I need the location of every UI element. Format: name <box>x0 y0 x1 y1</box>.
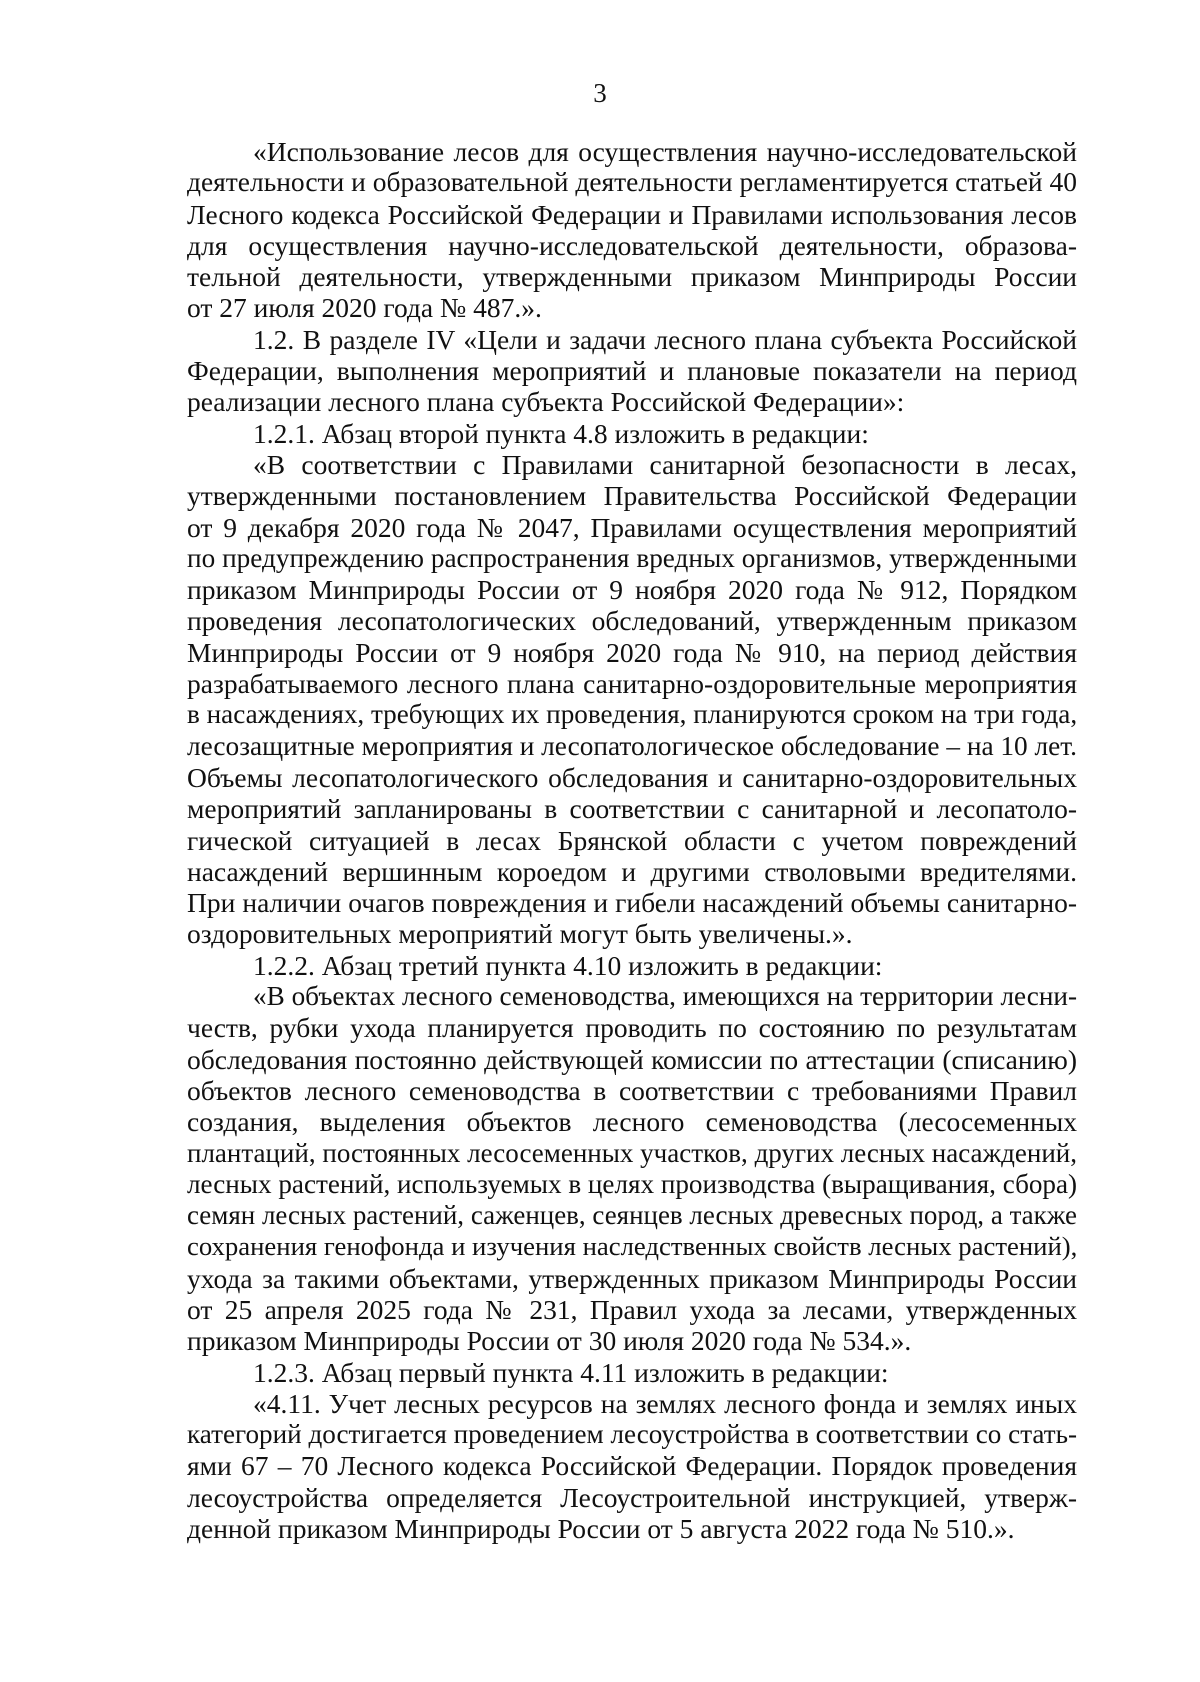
page-number: 3 <box>593 78 607 108</box>
text-line: 1.2.3. Абзац первый пункта 4.11 изложить в редакции: <box>253 1356 889 1388</box>
document-body <box>187 136 1077 1544</box>
text-line: для осуществления научно-исследовательской деятельности, образова- <box>187 229 1077 261</box>
text-line: разрабатываемого лесного плана санитарно-оздоровительные мероприятия <box>187 668 1077 700</box>
text-line: «4.11. Учет лесных ресурсов на землях лесного фонда и землях иных <box>253 1387 1077 1419</box>
text-line: насаждений вершинным короедом и другими стволовыми вредителями. <box>187 855 1077 887</box>
text-line: ухода за такими объектами, утвержденных приказом Минприроды России <box>187 1262 1077 1294</box>
text-line: проведения лесопатологических обследований, утвержденным приказом <box>187 605 1077 637</box>
text-line: 1.2. В разделе IV «Цели и задачи лесного плана субъекта Российской <box>253 323 1077 355</box>
text-line: «В соответствии с Правилами санитарной безопасности в лесах, <box>253 448 1077 480</box>
text-line: в насаждениях, требующих их проведения, планируются сроком на три года, <box>187 699 1078 730</box>
text-line: ями 67 – 70 Лесного кодекса Российской Федерации. Порядок проведения <box>187 1450 1077 1482</box>
text-line: обследования постоянно действующей комиссии по аттестации (списанию) <box>187 1043 1077 1075</box>
text-line: создания, выделения объектов лесного семеноводства (лесосеменных <box>187 1106 1077 1138</box>
text-line: лесоустройства определяется Лесоустроительной инструкцией, утверж- <box>187 1481 1077 1513</box>
text-line: честв, рубки ухода планируется проводить по состоянию по результатам <box>187 1012 1077 1044</box>
text-line: Объемы лесопатологического обследования и санитарно-оздоровительных <box>187 761 1077 793</box>
text-line: приказом Минприроды России от 30 июля 2020 года № 534.». <box>187 1325 912 1357</box>
text-line: приказом Минприроды России от 9 ноября 2020 года № 912, Порядком <box>187 574 1077 606</box>
text-line: «Использование лесов для осуществления научно-исследовательской <box>253 136 1077 167</box>
text-line: семян лесных растений, саженцев, сеянцев лесных древесных пород, а также <box>187 1200 1077 1231</box>
text-line: Лесного кодекса Российской Федерации и Правилами использования лесов <box>187 198 1077 230</box>
text-line: категорий достигается проведением лесоустройства в соответствии со стать- <box>187 1419 1077 1450</box>
text-line: Федерации, выполнения мероприятий и плановые показатели на период <box>187 355 1077 387</box>
text-line: Минприроды России от 9 ноября 2020 года № 910, на период действия <box>187 636 1077 668</box>
text-line: реализации лесного плана субъекта Российской Федерации»: <box>187 386 905 418</box>
text-line: лесозащитные мероприятия и лесопатологическое обследование – на 10 лет. <box>187 730 1078 761</box>
text-line: от 27 июля 2020 года № 487.». <box>187 292 542 324</box>
text-line: тельной деятельности, утвержденными приказом Минприроды России <box>187 261 1077 293</box>
text-line: утвержденными постановлением Правительства Российской Федерации <box>187 480 1077 512</box>
text-line: деятельности и образовательной деятельности регламентируется статьей 40 <box>187 167 1077 198</box>
text-line: оздоровительных мероприятий могут быть увеличены.». <box>187 918 853 950</box>
text-line: от 25 апреля 2025 года № 231, Правил ухода за лесами, утвержденных <box>187 1293 1077 1325</box>
text-line: плантаций, постоянных лесосеменных участков, других лесных насаждений, <box>187 1137 1077 1168</box>
text-line: «В объектах лесного семеноводства, имеющихся на территории лесни- <box>253 981 1077 1012</box>
text-line: При наличии очагов повреждения и гибели насаждений объемы санитарно- <box>187 887 1077 919</box>
text-line: от 9 декабря 2020 года № 2047, Правилами осуществления мероприятий <box>187 511 1077 543</box>
text-line: 1.2.1. Абзац второй пункта 4.8 изложить в редакции: <box>253 417 869 449</box>
text-line: денной приказом Минприроды России от 5 августа 2022 года № 510.». <box>187 1513 1015 1545</box>
text-line: мероприятий запланированы в соответствии с санитарной и лесопатоло- <box>187 793 1077 825</box>
text-line: 1.2.2. Абзац третий пункта 4.10 изложить в редакции: <box>253 949 883 981</box>
text-line: сохранения генофонда и изучения наследственных свойств лесных растений), <box>187 1231 1078 1262</box>
text-line: по предупреждению распространения вредных организмов, утвержденными <box>187 542 1077 573</box>
text-line: лесных растений, используемых в целях производства (выращивания, сбора) <box>187 1168 1078 1199</box>
text-line: объектов лесного семеноводства в соответствии с требованиями Правил <box>187 1074 1077 1106</box>
text-line: гической ситуацией в лесах Брянской области с учетом повреждений <box>187 824 1077 856</box>
